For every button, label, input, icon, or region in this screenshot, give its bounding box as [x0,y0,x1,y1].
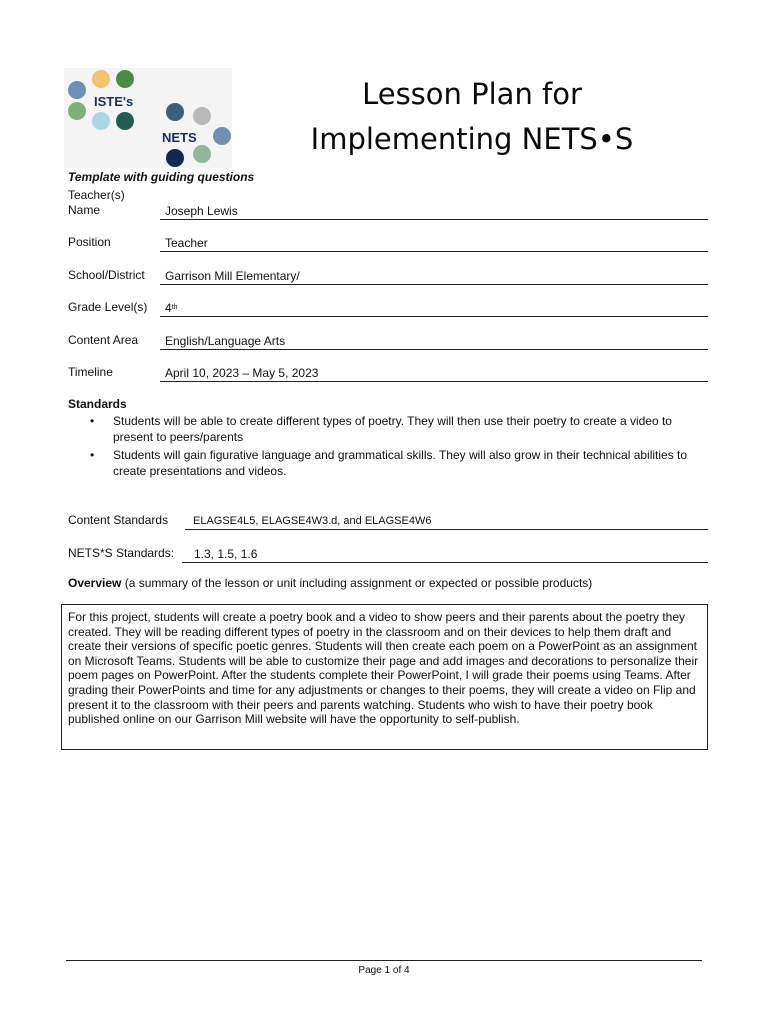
field-label-content-area: Content Area [68,333,139,347]
field-content-area [68,333,708,350]
standards-heading: Standards [68,397,127,411]
nets-standards-label: NETS*S Standards: [68,546,175,560]
field-content-standards [68,513,708,530]
standards-list [90,413,710,481]
field-label-line-1: Teacher(s) [68,188,125,202]
field-label-school: School/District [68,268,145,282]
footer-divider [66,960,702,961]
field-label-line-2: Name [68,203,101,217]
field-value-school: Garrison Mill Elementary/ [160,269,708,285]
grade-number: 4 [165,301,172,315]
nets-standards-value: 1.3, 1.5, 1.6 [182,547,708,563]
logo-iste-text: ISTE's [94,94,134,109]
field-value-position: Teacher [160,236,708,252]
title-line-2: Implementing NETS•S [310,122,634,156]
overview-text-box: For this project, students will create a poetry book and a video to show peers and their parents about the poetry they created. They will be reading different types of poetry in the classroom and on their devices to help them draft and create their versions of specific poetic genres. Students will then create each poem on a PowerPoint as an assignment on Microsoft Teams. Students will be able to customize their page and add images and decorations to personalize their poem pages on PowerPoint. After the students complete their PowerPoint, I will grade their poems using Teams. After grading their PowerPoints and time for any adjustments or changes to their poems, they will create a video on Flip and present it to the classroom with their peers and parents watching. Students who wish to have their poetry book published online on our Garrison Mill website will have the opportunity to self-publish. [61,604,708,750]
bullet: • [90,448,95,462]
grade-suffix: th [171,304,178,311]
field-nets-standards [68,546,708,563]
overview-heading: Overview [68,576,122,590]
standards-item [90,447,710,479]
overview-header [68,576,592,590]
standards-item-text: Students will gain figurative language and grammatical skills. They will also grow in their technical abilities to create presentations and videos. [113,448,688,478]
field-label-position: Position [68,235,111,249]
field-value-content-area: English/Language Arts [160,334,708,350]
iste-nets-logo [64,68,232,168]
field-position [68,235,708,252]
field-grade-level [68,300,708,317]
content-standards-value: ELAGSE4L5, ELAGSE4W3.d, and ELAGSE4W6 [185,514,708,530]
standards-item-text: Students will be able to create different types of poetry. They will then use their poetry to create a video to present to peers/parents [113,414,672,444]
title-line-1: Lesson Plan for [362,77,582,111]
field-timeline [68,365,708,382]
bullet: • [90,414,95,428]
standards-item [90,413,710,445]
content-standards-label: Content Standards [68,513,169,527]
page-number: Page 1 of 4 [358,965,410,976]
field-label-grade: Grade Level(s) [68,300,148,314]
page-title [300,72,644,162]
field-value-timeline: April 10, 2023 – May 5, 2023 [160,366,708,382]
field-value-grade [160,301,708,317]
field-teacher-name [68,188,708,220]
iste-nets-logo-graphic [64,68,232,168]
field-label-timeline: Timeline [68,365,113,379]
overview-description: (a summary of the lesson or unit including assignment or expected or possible products) [124,576,593,590]
logo-nets-text: NETS [162,130,197,145]
field-label-teacher [68,188,125,218]
field-value-teacher: Joseph Lewis [160,204,708,220]
field-school-district [68,268,708,285]
template-subtitle: Template with guiding questions [68,170,255,184]
